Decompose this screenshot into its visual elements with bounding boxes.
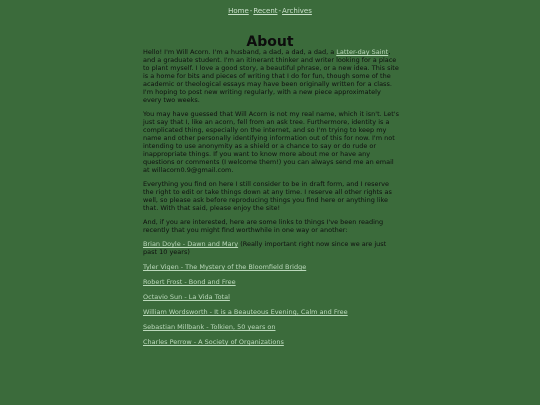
reading-intro-paragraph: And, if you are interested, here are some links to things I've been reading recently that you might find worthwhile in one way or another: (143, 218, 384, 234)
latter-day-saint-link[interactable]: Latter-day Saint (336, 48, 389, 56)
reading-link-sun[interactable]: Octavio Sun - La Vida Total (143, 293, 230, 301)
nav-separator: - (249, 7, 253, 15)
reading-link-wordsworth[interactable]: William Wordsworth - It is a Beauteous Evening, Calm and Free (143, 308, 348, 316)
top-nav (0, 6, 540, 16)
list-item (143, 293, 399, 301)
reading-links-list (143, 240, 399, 346)
reading-link-millbank[interactable]: Sebastian Millbank - Tolkien, 50 years on (143, 323, 276, 331)
nav-home-link[interactable]: Home (228, 7, 249, 15)
nav-recent-link[interactable]: Recent (253, 7, 278, 15)
list-item (143, 323, 399, 331)
intro-text-before: Hello! I'm Will Acorn. I'm a husband, a dad, a dad, a dad, a (143, 48, 337, 56)
rights-paragraph: Everything you find on here I still consider to be in draft form, and I reserve the right to edit or take things down at any time. I reserve all other rights as well, so please ask before reproducing things you find here or anything like that. With that said, please enjoy the site! (143, 180, 392, 212)
nav-separator: - (278, 7, 282, 15)
nav-archives-link[interactable]: Archives (282, 7, 312, 15)
intro-text-after: , and a graduate student. I'm an itinerant thinker and writer looking for a place to plant myself. I love a good story, a beautiful phrase, or a new idea. This site is a home for bits and pieces of writing that I do for fun, though some of the academic or theological essays may have been originally written for a class. I'm hoping to post new writing regularly, with a new piece approximately every two weeks. (143, 48, 399, 104)
list-item (143, 278, 399, 286)
list-item (143, 263, 399, 271)
list-item (143, 338, 399, 346)
reading-link-doyle[interactable]: Brian Doyle - Dawn and Mary (143, 240, 239, 248)
page-title: About (246, 34, 294, 51)
list-item (143, 308, 399, 316)
reading-link-note: (Really important right now since we are just past 10 years) (143, 240, 387, 256)
reading-link-vigen[interactable]: Tyler Vigen - The Mystery of the Bloomfield Bridge (143, 263, 307, 271)
reading-link-frost[interactable]: Robert Frost - Bond and Free (143, 278, 236, 286)
identity-paragraph: You may have guessed that Will Acorn is not my real name, which it isn't. Let's just say that I, like an acorn, fell from an ask tree. Furthermore, identity is a complicated thing, especially on the internet, and so I'm trying to keep my name and other personally identifying information out of this for now. I'm not intending to use anonymity as a shield or a chance to say or do rude or inappropriate things. If you want to know more about me or have any questions or comments (I welcome them!) you can always send me an email at willacorn0.9@gmail.com. (143, 110, 399, 174)
reading-link-perrow[interactable]: Charles Perrow - A Society of Organizations (143, 338, 284, 346)
list-item (143, 240, 399, 256)
intro-paragraph (143, 48, 399, 104)
about-content (143, 48, 399, 353)
